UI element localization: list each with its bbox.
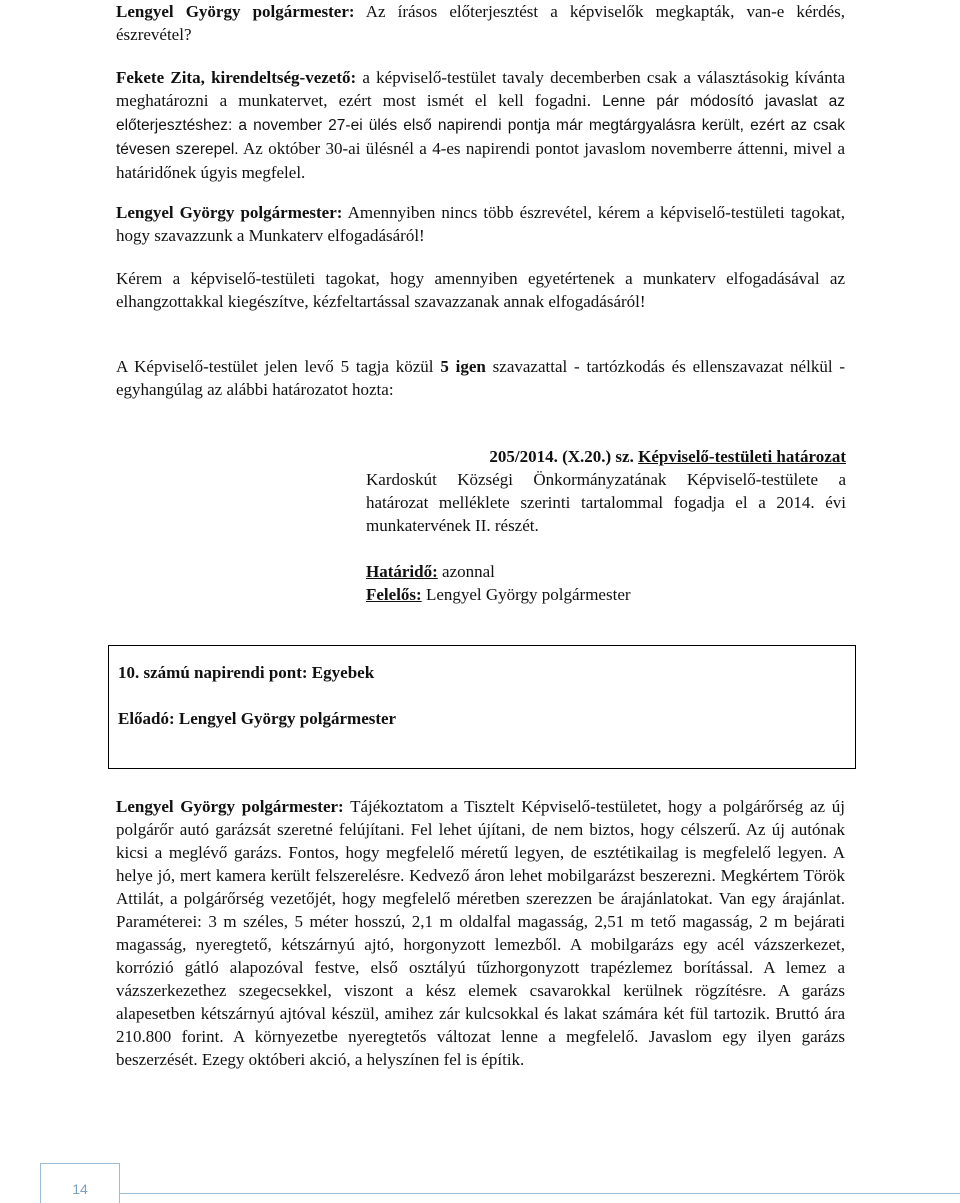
agenda-item-title: 10. számú napirendi pont: Egyebek	[118, 663, 375, 682]
resolution-responsible	[366, 583, 846, 606]
vote-text: szavazattal - tartózkodás és ellenszavazat nélkül - egyhangúlag az alábbi határozatot hozta:	[116, 357, 846, 399]
deadline-label: Határidő:	[366, 562, 438, 581]
paragraph-mayor-vote-call	[116, 201, 845, 247]
speaker-name: Fekete Zita, kirendeltség-vezető:	[116, 68, 357, 87]
page-number: 14	[40, 1163, 120, 1203]
resolution-block	[366, 445, 846, 606]
paragraph-vote-result	[116, 355, 845, 401]
paragraph-fekete-zita	[116, 66, 845, 184]
responsible-value: Lengyel György polgármester	[421, 585, 631, 604]
responsible-label: Felelős:	[366, 585, 422, 604]
agenda-item-box	[108, 645, 856, 769]
agenda-presenter: Előadó: Lengyel György polgármester	[118, 709, 397, 728]
footer-divider	[120, 1193, 960, 1194]
speech-text: a képviselő-testület tavaly decemberben csak a választásokig kívánta meghatározni a munkatervet, ezért most ismét el kell fogadni.	[116, 68, 845, 110]
speech-text-sans: Lenne pár módosító javaslat az előterjesztéshez: a november 27-ei ülés első napirendi pontja már megtárgyalásra került, ezért az csak tévesen szerepel.	[116, 93, 845, 158]
resolution-title: Képviselő-testületi határozat	[638, 447, 846, 466]
vote-text: A Képviselő-testület jelen levő 5 tagja közül	[116, 357, 441, 376]
paragraph-mayor-question	[116, 0, 845, 46]
speaker-name: Lengyel György polgármester:	[116, 797, 344, 816]
resolution-heading	[366, 445, 846, 468]
paragraph-vote-request	[116, 267, 845, 313]
resolution-body: Kardoskút Községi Önkormányzatának Képviselő-testülete a határozat melléklete szerinti tartalommal fogadja el a 2014. évi munkatervének II. részét.	[366, 470, 846, 535]
speech-text: Az írásos előterjesztést a képviselők megkapták, van-e kérdés, észrevétel?	[116, 2, 845, 44]
deadline-value: azonnal	[437, 562, 495, 581]
speaker-name: Lengyel György polgármester:	[116, 2, 355, 21]
speaker-name: Lengyel György polgármester:	[116, 203, 343, 222]
resolution-deadline	[366, 560, 846, 583]
vote-count: 5 igen	[440, 357, 486, 376]
speech-text: Az október 30-ai ülésnél a 4-es napirendi pontot javaslom novemberre áttenni, mivel a határidőnek úgyis megfelel.	[116, 139, 845, 182]
resolution-number: 205/2014. (X.20.) sz.	[489, 447, 634, 466]
paragraph-garage-info	[116, 795, 845, 1071]
speech-text: Kérem a képviselő-testületi tagokat, hogy amennyiben egyetértenek a munkaterv elfogadásával az elhangzottakkal kiegészítve, kézfeltartással szavazzanak annak elfogadásáról!	[116, 269, 845, 311]
speech-text: Tájékoztatom a Tisztelt Képviselő-testületet, hogy a polgárőrség az új polgárőr autó garázsát szeretné felújítani. Fel lehet újítani, de nem biztos, hogy célszerű. Az új autónak kicsi a meglévő garázs. Fontos, hogy megfelelő méretű legyen, de esztétikailag is megfelelő legyen. A helye jó, mert kamera került felszerelésre. Kedvező áron lehet mobilgarázst beszerezni. Megkértem Török Attilát, a polgárőrség vezetőjét, hogy megfelelő méretben szerezzen be árajánlatokat. Van egy árajánlat. Paraméterei: 3 m széles, 5 méter hosszú, 2,1 m oldalfal magasság, 2,51 m tető magasság, 2 m bejárati magasság, nyeregtető, kétszárnyú ajtó, horgonyzott lemezből. A mobilgarázs egy acél vázszerkezet, korrózió gátló alapozóval festve, első osztályú tűzhorgonyzott trapézlemez borítással. A lemez a vázszerkezethez szegecsekkel, viszont a kész elemek csavarokkal kerülnek rögzítésre. A garázs alapesetben kétszárnyú ajtóval készül, amihez zár kulcsokkal és lakat számára két fül tartozik. Bruttó ára 210.800 forint. A környezetbe nyeregtetős változat lenne a megfelelő. Javaslom egy ilyen garázs beszerzését. Ezegy októberi akció, a helyszínen fel is építik.	[116, 797, 845, 1069]
speech-text: Amennyiben nincs több észrevétel, kérem a képviselő-testületi tagokat, hogy szavazzunk a Munkaterv elfogadásáról!	[116, 203, 845, 245]
